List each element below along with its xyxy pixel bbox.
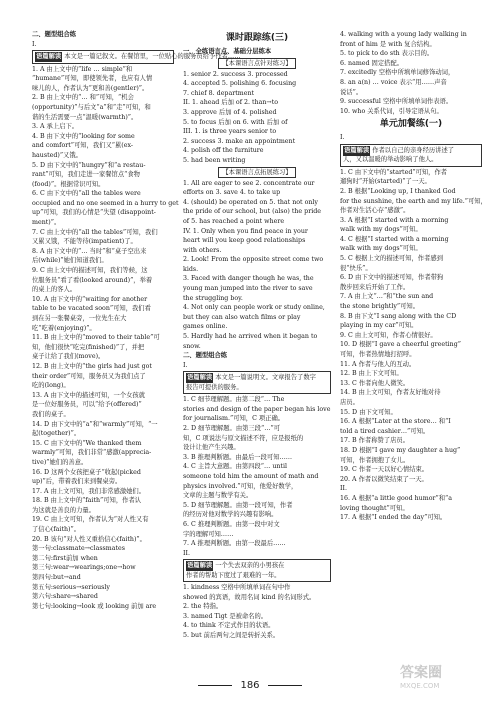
answer-line: 4. C 主旨大意题。由第四段“… until [183, 463, 287, 471]
answer-line: 6. D 由下文中的描述可知，作者带狗 [340, 274, 444, 282]
tip-label: 语篇解读 [187, 562, 213, 570]
answer-list [32, 65, 179, 612]
answer-line: 文章的主题与数学有关。 [183, 492, 253, 500]
answer-line: for journalism.”可知，C 项正确。 [183, 415, 285, 423]
answer-line: table to be vacated soon”可知，我们看 [32, 305, 151, 313]
divider [268, 685, 302, 686]
answer-line: 12. B 由上文中的“the girls had just got [32, 362, 152, 370]
answer-line: 为这就是善良的力量。 [32, 506, 95, 514]
answer-line: 4. accepted 5. polishing 6. focusing [183, 80, 297, 88]
answer-line: 1. All are eager to see 2. concentrate our [183, 179, 315, 187]
answer-line: 5. C 根据上文的描述可知，作者感到 [340, 255, 443, 263]
answer-line: 10. D 根据“I gave a cheerful greeting” [340, 341, 461, 349]
answer-line: 了信心(faith)”。 [32, 526, 81, 534]
answer-line: with others. [183, 246, 222, 254]
answer-line: 可知，作者热情地打招呼。 [340, 351, 416, 358]
answer-line: tive)”她们的善意。 [32, 458, 88, 466]
answer-line: (food)”。根据常识可知。 [32, 180, 105, 188]
answer-line: 18. B 由上文中的“faith”可知，作者认 [32, 497, 142, 505]
tip-text: 一个失去双亲的小男孩在 [215, 562, 285, 570]
answer-line: 很“快乐”。 [340, 264, 372, 272]
answer-line: 7. excitedly 空格中所填单词修饰动词， [340, 69, 455, 77]
page-number-text: 186 [240, 680, 260, 691]
answer-line: 4. B 由下文中的“looking for some [32, 132, 135, 140]
answer-line: 7. A 推理判断题。由第一段最后…… [183, 540, 286, 548]
answer-line: 遛狗时“开始(started)”了一天。 [340, 178, 431, 186]
answer-line: heart will you keep good relationships [183, 237, 306, 245]
answer-line: but they can also watch films or play [183, 313, 301, 321]
answer-line: 散步回来后开始了工作。 [340, 283, 410, 291]
watermark-logo [400, 662, 486, 696]
answer-line: 8. A 由下文中的“… 当时”和“桌子空出来 [32, 247, 147, 255]
answer-line: 3. named Tigt 是被命名的。 [183, 612, 268, 620]
answer-line: 吃“吃着(enjoying)”。 [32, 324, 96, 332]
answer-line: 14. B 由上文可知，作者友好地对待 [340, 389, 441, 397]
answer-line: 是一位好服务员，可以“给予(offered)” [32, 401, 142, 409]
answer-line: IV. 1. Only when you find peace in your [183, 227, 308, 235]
answer-line: 第二句:first前加 when [32, 554, 98, 562]
answer-line: 6. C 推理判断题。由第一段中对文 [183, 520, 280, 528]
answer-line: 到在另一张餐桌旁，一位先生在大 [32, 315, 127, 323]
answer-line: 9. successful 空格中所填单词作表语。 [340, 98, 453, 106]
answer-line: someone told him the amount of math and [183, 472, 319, 480]
tip-text: 本文是一篇说明文。文章报告了数字 [215, 374, 316, 382]
answer-line: playing in my car”可知。 [340, 322, 418, 330]
answer-line: ment)”。 [32, 219, 61, 227]
answer-line: 3. approve 后加 of 4. polished [183, 108, 277, 116]
answer-line: warmly”可知，我们非常“感激(apprecia- [32, 449, 152, 457]
answer-line: front of him 是 with 复合结构。 [340, 40, 436, 48]
answer-line: 第七句:looking→look 或 looking 前加 are [32, 602, 157, 610]
tip-label: 语篇解读 [36, 53, 62, 61]
subsection-tag: 【本课语言点拓展练习】 [218, 167, 295, 178]
answer-line: young man jumped into the river to save [183, 285, 313, 293]
divider [198, 685, 232, 686]
answer-line: 5. to pick to do sth 表示目的。 [340, 50, 434, 58]
answer-line: 第四句:but→and [32, 574, 81, 582]
unit-title: 单元加餐练(一) [379, 119, 443, 130]
answer-line: 位服务员“看了看(looked around)”，举着 [32, 276, 153, 284]
answer-line: the pride of our school, but (also) the pride [183, 208, 321, 216]
answer-line: 7. C 由上文中的“all the tables”可知，我们 [32, 228, 158, 236]
answer-line: 味儿的人，作者认为“更和善(gentler)”。 [32, 84, 149, 92]
answer-line: II. 1. ahead 后加 of 2. than→to [183, 99, 279, 107]
passage-tip-box [183, 559, 331, 582]
tip-text: 作者以自己的亲身经历讲述了 [372, 146, 455, 154]
answer-line: 8. an a(n) … voice 表示“用……声音 [340, 78, 447, 86]
answer-line: 18. D 根据“I gave my daughter a hug” [340, 446, 461, 454]
answer-line: 2. the 特指。 [183, 603, 223, 611]
answer-line: 4. C 根据“I started with a morning [340, 235, 449, 243]
tip-text: 作者的帮助下度过了艰难的一年。 [186, 571, 281, 579]
answer-line: 3. Faced with danger though he was, the [183, 275, 314, 283]
answer-line: of 5. has reached a point where [183, 217, 285, 225]
answer-line: 2. B 由上文中的“… 和”可知，“机会 [32, 94, 134, 102]
answer-line: 16. A 根据“Later at the store… 和“I [340, 418, 451, 426]
answer-line: efforts on 3. save 4. to take up [183, 189, 281, 197]
answer-line: 6. named 固定搭配。 [340, 59, 404, 67]
answer-line: 的桌上的客人。 [32, 286, 77, 294]
answer-line: showed 的宾语，故用名词 kind 的名词形式。 [183, 593, 316, 601]
answer-line: up)”后，带着我们来到餐桌旁。 [32, 478, 122, 486]
answer-list [340, 168, 487, 523]
answer-line: their order”可知，服务员又为我们点了 [32, 372, 146, 380]
answer-list [183, 395, 331, 549]
answer-line: 17. A 根据“I ended the day”可知。 [340, 514, 447, 522]
answer-line: 3. A 根据“I started with a morning [340, 216, 449, 224]
watermark-sub: MXQE.COM [400, 682, 440, 690]
middle-column [183, 30, 331, 668]
tip-text: 人，又以温暖的举动影响了他人。 [343, 156, 438, 164]
answer-line: snow. [183, 342, 201, 350]
answer-line: 1. C 细节理解题。由第二段“… The [183, 396, 285, 404]
answer-line: 5. but 前后两句之间是转折关系。 [183, 632, 280, 640]
answer-list [183, 583, 331, 641]
answer-line: III. 1. is three years senior to [183, 128, 277, 136]
answer-line: 11. B 由上文中的“moved to their table”可 [32, 334, 160, 342]
answer-line: 5. D 细节理解题。由第一段可知，作者 [183, 501, 293, 509]
passage-tip-box [32, 50, 241, 63]
answer-line: 8. B 由下文“I sang along with the CD [340, 312, 457, 320]
answer-line: occupied and no one seemed in a hurry to get [32, 199, 179, 207]
page-title: 课时跟踪练(三) [225, 33, 289, 43]
answer-line: 9. C 由上文中的描述可知，我们等候，这 [32, 267, 148, 275]
answer-line: 5. D 由下文中的“hungry”和“a restau- [32, 161, 146, 169]
answer-line: hausted)”又饿。 [32, 151, 82, 159]
answer-line: 4. to think 不定式作目的状语。 [183, 622, 275, 630]
answer-line: games online. [183, 323, 228, 331]
answer-line: 第一句:classmate→classmates [32, 545, 125, 553]
answer-line: 1. kindness 空格中所填单词在句中作 [183, 584, 291, 592]
answer-line: (opportunity)”与后文“a”和“走”可知，和 [32, 103, 151, 111]
watermark-main: 答案圈 [400, 665, 442, 681]
answer-line: 1. C 由下文中的“started”可知，作者 [340, 168, 448, 176]
answer-line: 19. C 作者一天以好心情结束。 [340, 466, 429, 474]
answer-line: 14. D 由下文中的“a”和“warmly”可知，“一 [32, 420, 158, 428]
answer-line: 2. D 细节理解题。由第三段“…”可 [183, 424, 281, 432]
answer-list [340, 30, 482, 116]
passage-tip-box [183, 371, 331, 394]
answer-line: 第三句:wear→wearings;one→how [32, 564, 136, 572]
passage-tip-box [340, 144, 482, 167]
tip-text: 本文是一篇记叙文。在餐馆里，一位贴心的服务员给予作者…… [64, 53, 241, 61]
answer-line: 9. C 由上文可知，作者心情很好。 [340, 331, 437, 339]
answer-line: 店员。 [340, 398, 359, 406]
answer-list [183, 70, 331, 166]
section-heading: 二、题型组合练 [32, 31, 77, 38]
answer-line: 桌子让给了我们(move)。 [32, 353, 105, 361]
answer-line: walk with my dogs”可知。 [340, 226, 422, 234]
roman-numeral: I. [32, 40, 37, 48]
answer-line: 知，他们很快“吃完(finished)”了，并把 [32, 343, 145, 351]
answer-line: the struggling boy. [183, 294, 243, 302]
answer-line: 12. B 由上下文可知。 [340, 370, 403, 378]
answer-line: 5. to focus 后加 on 6. with 后加 of [183, 118, 288, 126]
answer-line: 4. walking with a young lady walking in [340, 31, 467, 38]
answer-line: II. [340, 485, 347, 493]
answer-line: 又累又饿，不能等待(impatient)了。 [32, 238, 137, 246]
answer-line: 3. A 承上启下。 [32, 123, 79, 131]
answer-line: and comfort”可知，我们又“累(ex- [32, 142, 134, 150]
tip-label: 语篇解读 [344, 146, 370, 154]
answer-line: 的经历对他对数学的兴趣有影响。 [183, 511, 278, 519]
answer-line: loving thought”可知。 [340, 504, 409, 512]
answer-line: 谐的生活需要一点“温暖(warmth)”。 [32, 113, 138, 121]
subsection-tag: 【本课语言点针对练习】 [218, 58, 295, 69]
answer-line: 2. B 根据“Looking up, I thanked God [340, 187, 456, 195]
answer-line: 我们的桌子。 [32, 410, 70, 418]
tip-text: 报告可提供的服务。 [186, 383, 243, 391]
answer-line: 2. success 3. make an appointment [183, 137, 296, 145]
answer-line: 5. had been writing [183, 156, 246, 164]
answer-line: 6. C 由下文中的“all the tables were [32, 190, 141, 198]
answer-line: 7. A 由上文“…”和“the sun and [340, 293, 434, 301]
answer-line: 11. A 作者与他人的互动。 [340, 360, 416, 368]
answer-line: 20. B 该句“对人性又重拾信心(faith)”。 [32, 535, 146, 543]
answer-line: the stone brightly”可知。 [340, 303, 420, 311]
answer-line: 5. Hardly had he arrived when it began to [183, 333, 318, 341]
answer-line: 字的理解可知…… [183, 530, 234, 538]
answer-line: told a tired cashier…”可知。 [340, 427, 430, 435]
answer-line: “humane”可知，即使领先者，也应有人情 [32, 75, 153, 83]
answer-line: 16. D 这两个女孩把桌子“收起(picked [32, 468, 141, 476]
answer-list [183, 179, 331, 352]
answer-line: 作者对生活心存“感激”。 [340, 207, 410, 215]
answer-line: 4. polish off the furniture [183, 147, 264, 155]
tip-label: 语篇解读 [187, 374, 213, 382]
answer-line: 16. A 根据“a little good humor”和“a [340, 494, 452, 502]
answer-line: 19. C 由上文可知，作者认为“对人性又有 [32, 516, 149, 524]
answer-line: 说话”。 [340, 88, 363, 96]
answer-line: for the sunshine, the earth and my life.”可知， [340, 197, 487, 205]
answer-line: 13. A 由下文中的描述可知，一个女孩就 [32, 391, 146, 399]
answer-line: 3. B 推理判断题。由最后一段可知…… [183, 453, 293, 461]
answer-line: 设计让他产生兴趣。 [183, 444, 240, 452]
answer-line: 后(while)”她们知道我们。 [32, 257, 108, 265]
answer-line: 知，C 项说法与原文描述不符，应是报纸的 [183, 434, 304, 442]
answer-line: 17. B 作者称赞了店员。 [340, 437, 410, 445]
answer-line: 10. who 关系代词，引导定语从句。 [340, 107, 443, 115]
section-heading: 一、全练语言点、基础分层练本 [183, 48, 272, 55]
right-column [340, 30, 487, 668]
answer-line: 2. Look! From the opposite street come two [183, 256, 324, 264]
answer-line: 可知，作者拥抱了女儿。 [340, 456, 410, 464]
answer-line: 第五句:serious→seriously [32, 583, 110, 591]
answer-line: walk with my dogs”可知。 [340, 245, 422, 253]
answer-line: 20. A 作者以微笑结束了一天。 [340, 475, 428, 483]
answer-line: 1. senior 2. success 3. processed [183, 70, 288, 78]
answer-line: 10. A 由下文中的“waiting for another [32, 295, 148, 303]
roman-numeral: I. [340, 134, 345, 142]
answer-line: up”可知，我们的心情是“失望 (disappoint- [32, 209, 156, 217]
section-heading: 二、题型组合练 [183, 352, 228, 360]
answer-line: rant”可知，我们走进一家餐馆点“食物 [32, 171, 140, 179]
answer-line: kids. [183, 265, 199, 273]
answer-line: physics involved.”可知，他爱好数学， [183, 482, 298, 490]
roman-numeral: II. [183, 549, 190, 557]
answer-line: 17. A 由上文可知，我们非常感激她们。 [32, 487, 146, 495]
answer-line: 7. chief 8. department [183, 89, 255, 97]
roman-numeral: I. [183, 361, 188, 369]
answer-line: 13. C 作者向他人微笑。 [340, 379, 410, 387]
answer-line: 15. D 由下文可知。 [340, 408, 397, 416]
answer-line: 1. A 由上文中的“life … simple”和 [32, 65, 133, 73]
answer-line: 4. (should) be operated on 5. that not only [183, 198, 318, 206]
answer-line: 4. Not only can people work or study online, [183, 304, 325, 312]
answer-line: 15. C 由下文中的“We thanked them [32, 439, 142, 447]
answer-line: stories and design of the paper began his love [183, 405, 331, 413]
answer-line: 起(together)”。 [32, 430, 81, 438]
answer-line: 第六句:share→shared [32, 593, 98, 601]
answer-line: 吃的(long)。 [32, 382, 70, 390]
